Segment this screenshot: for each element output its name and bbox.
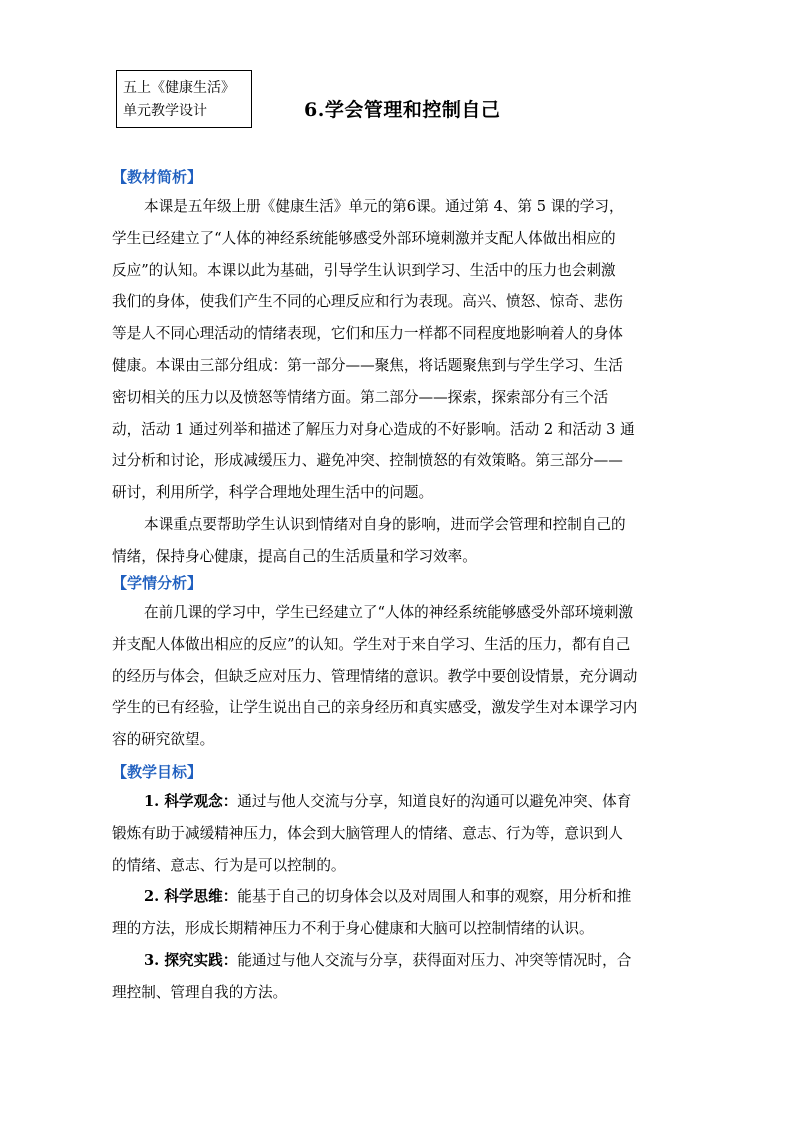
paragraph-student-analysis (112, 597, 690, 756)
unit-label-box (116, 70, 252, 128)
text-line: 健康。本课由三部分组成：第一部分——聚焦，将话题聚焦到与学生学习、生活 (112, 356, 623, 374)
text-line: 学生已经建立了“人体的神经系统能够感受外部环境刺激并支配人体做出相应的 (112, 229, 616, 247)
section-heading-textbook: 【教材简析】 (112, 168, 203, 186)
text-line: 锻炼有助于减缓精神压力，体会到大脑管理人的情绪、意志、行为等，意识到人 (112, 824, 623, 842)
text-line: 的情绪、意志、行为是可以控制的。 (112, 856, 346, 874)
text-line: 本课重点要帮助学生认识到情绪对自身的影响，进而学会管理和控制自己的 (144, 515, 626, 533)
unit-label-line2: 单元教学设计 (123, 103, 207, 119)
goal-label: 3. 探究实践： (144, 951, 238, 969)
text-line: 反应”的认知。本课以此为基础，引导学生认识到学习、生活中的压力也会刺激 (112, 261, 616, 279)
text-line: 动，活动 1 通过列举和描述了解压力对身心造成的不好影响。活动 2 和活动 3 通 (112, 420, 635, 438)
text-line: 过分析和讨论，形成减缓压力、避免冲突、控制愤怒的有效策略。第三部分—— (112, 452, 623, 470)
section-heading-students: 【学情分析】 (112, 574, 203, 592)
page-title: 6.学会管理和控制自己 (304, 99, 501, 121)
text-line: 等是人不同心理活动的情绪表现，它们和压力一样都不同程度地影响着人的身体 (112, 325, 623, 343)
goal-text: 能基于自己的切身体会以及对周围人和事的观察，用分析和推 (237, 888, 632, 906)
text-line: 容的研究欲望。 (112, 731, 215, 749)
paragraph-textbook-analysis (112, 191, 690, 573)
text-line: 的经历与体会，但缺乏应对压力、管理情绪的意识。教学中要创设情景，充分调动 (112, 667, 638, 685)
text-line: 在前几课的学习中，学生已经建立了“人体的神经系统能够感受外部环境刺激 (144, 604, 634, 621)
text-line: 情绪，保持身心健康，提高自己的生活质量和学习效率。 (112, 547, 477, 565)
section-heading-goals: 【教学目标】 (112, 763, 203, 781)
text-line: 理控制、管理自我的方法。 (112, 983, 288, 1001)
text-line: 研讨，利用所学，科学合理地处理生活中的问题。 (112, 484, 434, 502)
goal-text: 通过与他人交流与分享，知道良好的沟通可以避免冲突、体育 (237, 793, 632, 810)
goal-text: 能通过与他人交流与分享，获得面对压力、冲突等情况时，合 (237, 951, 632, 969)
text-line: 密切相关的压力以及愤怒等情绪方面。第二部分——探索，探索部分有三个活 (112, 388, 609, 406)
goal-item-2 (112, 881, 690, 913)
text-line: 理的方法，形成长期精神压力不利于身心健康和大脑可以控制情绪的认识。 (112, 920, 594, 938)
goal-item-1 (112, 786, 690, 818)
text-line: 学生的已有经验，让学生说出自己的亲身经历和真实感受，激发学生对本课学习内 (112, 699, 638, 717)
text-line: 并支配人体做出相应的反应”的认知。学生对于来自学习、生活的压力，都有自己 (112, 635, 631, 653)
text-line: 我们的身体，使我们产生不同的心理反应和行为表现。高兴、愤怒、惊奇、悲伤 (112, 293, 623, 311)
unit-label-line1: 五上《健康生活》 (123, 80, 235, 96)
text-line: 本课是五年级上册《健康生活》单元的第6课。通过第 4、第 5 课的学习， (144, 198, 624, 215)
goal-label: 1. 科学观念： (144, 793, 238, 810)
goal-item-3 (112, 945, 690, 977)
teaching-goals-list (112, 786, 690, 1009)
goal-label: 2. 科学思维： (144, 888, 238, 906)
